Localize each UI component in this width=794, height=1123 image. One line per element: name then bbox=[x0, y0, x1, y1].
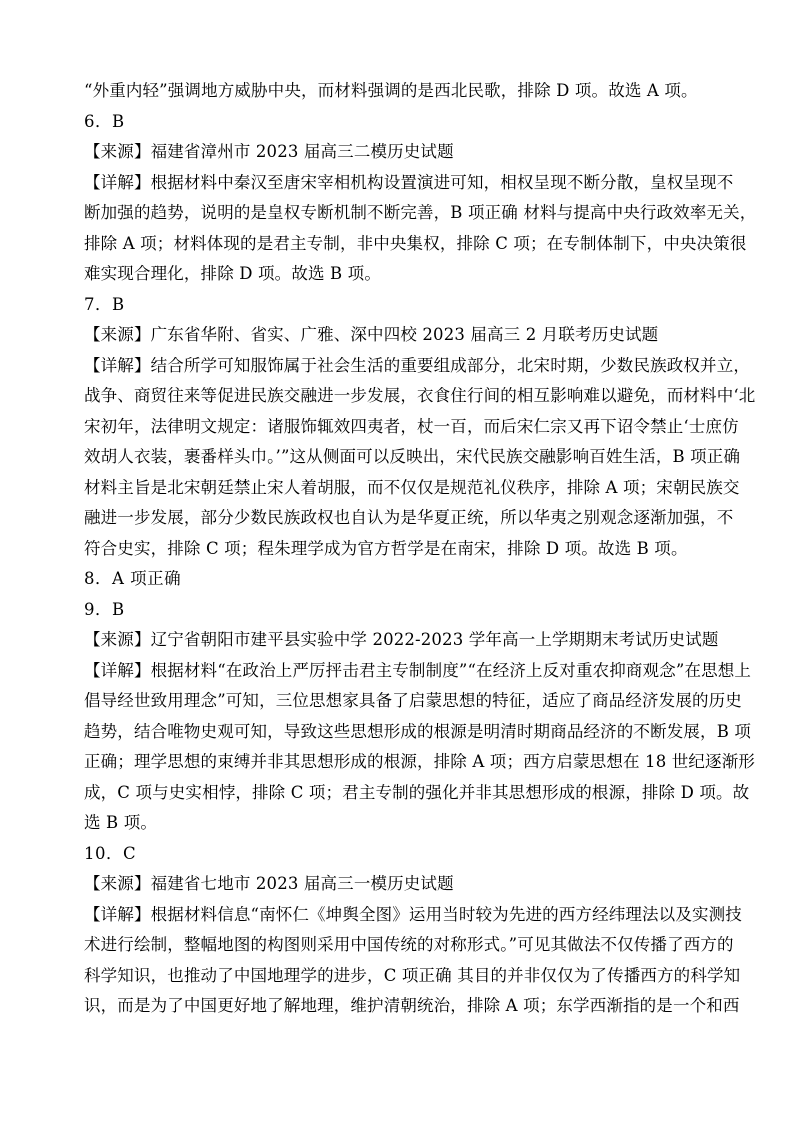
explanation-line: 【详解】结合所学可知服饰属于社会生活的重要组成部分，北宋时期，少数民族政权并立， bbox=[84, 355, 750, 375]
answer-number: 8．A 项正确 bbox=[84, 569, 182, 588]
text-line: 断加强的趋势，说明的是皇权专断机制不断完善，B 项正确 材料与提高中央行政效率无关， bbox=[84, 203, 757, 222]
text-line: 正确；理学思想的束缚并非其思想形成的根源，排除 A 项；西方启蒙思想在 18 世纪逐渐形 bbox=[84, 752, 755, 771]
text-line: 符合史实，排除 C 项；程朱理学成为官方哲学是在南宋，排除 D 项。故选 B 项。 bbox=[84, 538, 688, 558]
text-line: “外重内轻”强调地方威胁中央，而材料强调的是西北民歌，排除 D 项。故选 A 项。 bbox=[84, 81, 698, 100]
text-line: 材料主旨是北宋朝廷禁止宋人着胡服，而不仅仅是规范礼仪秩序，排除 A 项；宋朝民族交 bbox=[84, 477, 740, 497]
text-line: 难实现合理化，排除 D 项。故选 B 项。 bbox=[84, 264, 381, 283]
source-line: 【来源】福建省漳州市 2023 届高三二模历史试题 bbox=[84, 142, 454, 161]
source-line: 【来源】辽宁省朝阳市建平县实验中学 2022-2023 学年高一上学期期末考试历史试题 bbox=[84, 630, 719, 649]
text-line: 术进行绘制，整幅地图的构图则采用中国传统的对称形式。”可见其做法不仅传播了西方的 bbox=[84, 935, 734, 954]
document-page bbox=[84, 76, 757, 1022]
explanation-line: 【详解】根据材料“在政治上严厉抨击君主专制制度”“在经济上反对重农抑商观念”在思想上 bbox=[84, 660, 752, 680]
text-line: 战争、商贸往来等促进民族交融进一步发展，衣食住行间的相互影响难以避免，而材料中‘北 bbox=[84, 386, 756, 405]
source-line: 【来源】福建省七地市 2023 届高三一模历史试题 bbox=[84, 874, 454, 893]
text-line: 效胡人衣装，裹番样头巾。’”这从侧面可以反映出，宋代民族交融影响百姓生活，B 项正确 bbox=[84, 447, 741, 466]
text-line: 识，而是为了中国更好地了解地理，维护清朝统治，排除 A 项；东学西渐指的是一个和西 bbox=[84, 996, 740, 1015]
text-line: 科学知识，也推动了中国地理学的进步，C 项正确 其目的并非仅仅为了传播西方的科学知 bbox=[84, 965, 741, 985]
answer-number: 7．B bbox=[84, 294, 125, 314]
text-line: 宋初年，法律明文规定：诸服饰辄效四夷者，杖一百，而后宋仁宗又再下诏令禁止‘士庶仿 bbox=[84, 416, 739, 436]
text-line: 排除 A 项；材料体现的是君主专制，非中央集权，排除 C 项；在专制体制下，中央决策很 bbox=[84, 233, 747, 253]
text-line: 趋势，结合唯物史观可知，导致这些思想形成的根源是明清时期商品经济的不断发展，B 项 bbox=[84, 721, 752, 741]
text-line: 成，C 项与史实相悖，排除 C 项；君主专制的强化并非其思想形成的根源，排除 D 项。故 bbox=[84, 782, 750, 802]
text-line: 选 B 项。 bbox=[84, 813, 158, 832]
answer-number: 9．B bbox=[84, 599, 125, 619]
text-line: 融进一步发展，部分少数民族政权也自认为是华夏正统，所以华夷之别观念逐渐加强，不 bbox=[84, 508, 734, 527]
source-line: 【来源】广东省华附、省实、广雅、深中四校 2023 届高三 2 月联考历史试题 bbox=[84, 325, 659, 344]
explanation-line: 【详解】根据材料信息“南怀仁《坤舆全图》运用当时较为先进的西方经纬理法以及实测技 bbox=[84, 904, 742, 924]
answer-number: 6．B bbox=[84, 111, 125, 131]
answer-number: 10．C bbox=[84, 843, 137, 863]
explanation-line: 【详解】根据材料中秦汉至唐宋宰相机构设置演进可知，相权呈现不断分散，皇权呈现不 bbox=[84, 172, 734, 192]
text-line: 倡导经世致用理念”可知，三位思想家具备了启蒙思想的特征，适应了商品经济发展的历史 bbox=[84, 691, 742, 710]
